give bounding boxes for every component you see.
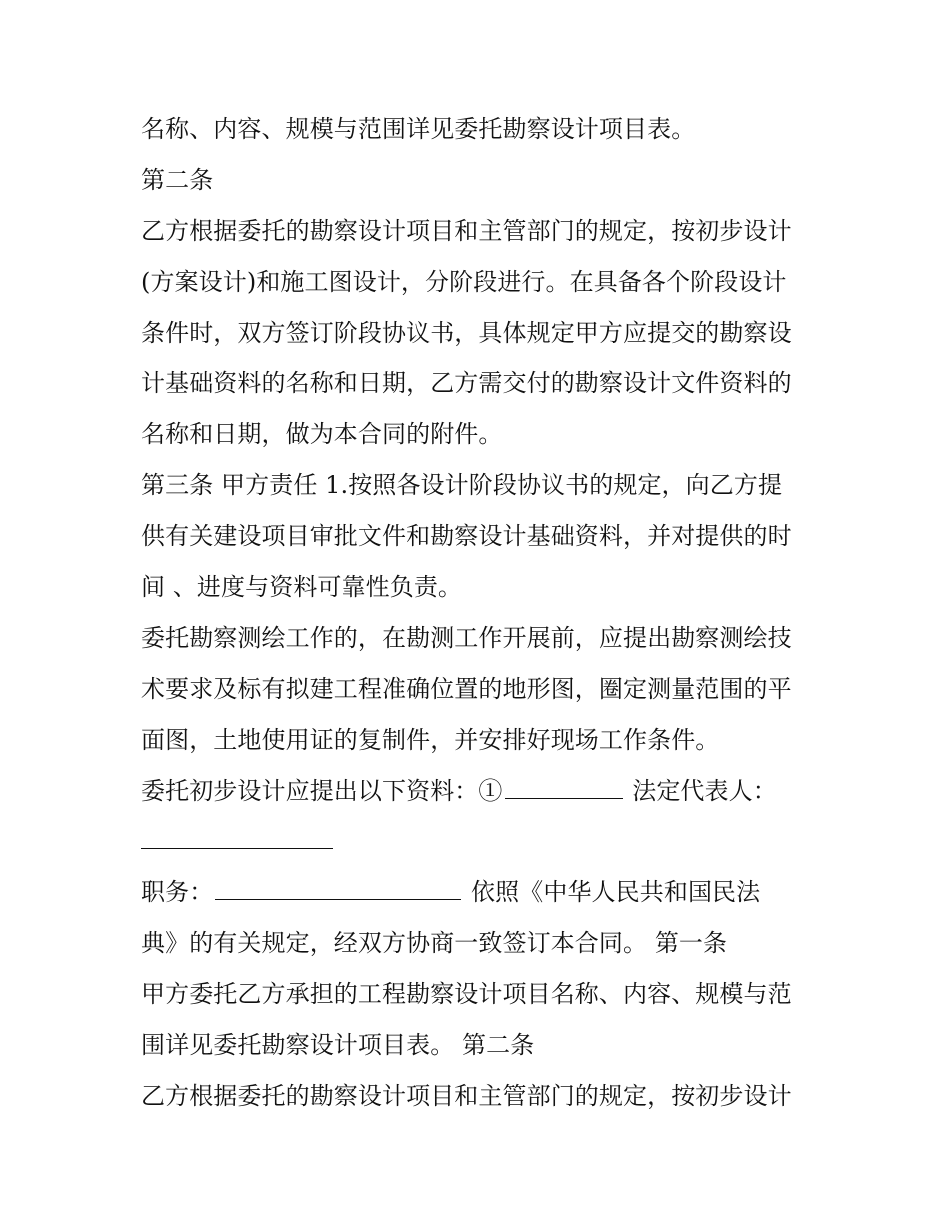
text-line: 名称、内容、规模与范围详见委托勘察设计项目表。	[141, 115, 696, 143]
text-line: 计基础资料的名称和日期，乙方需交付的勘察设计文件资料的	[141, 369, 792, 398]
text-line: 术要求及标有拟建工程准确位置的地形图，圈定测量范围的平	[141, 674, 792, 703]
legal-rep-blank	[141, 828, 333, 849]
text-line: 供有关建设项目审批文件和勘察设计基础资料，并对提供的时	[141, 522, 792, 551]
text-line: 典》的有关规定，经双方协商一致签订本合同。 第一条	[141, 929, 728, 958]
text-line: 甲方委托乙方承担的工程勘察设计项目名称、内容、规模与范	[141, 980, 792, 1009]
civil-code-text: 依照《中华人民共和国民法	[463, 878, 761, 907]
article-heading: 第二条	[141, 165, 214, 194]
blank-line	[141, 816, 821, 867]
text-line: 第三条 甲方责任 1.按照各设计阶段协议书的规定，向乙方提	[141, 471, 783, 500]
text-line: 名称和日期，做为本合同的附件。	[141, 420, 503, 449]
position-line	[141, 867, 821, 918]
text-line: 围详见委托勘察设计项目表。 第二条	[141, 1031, 535, 1060]
fill-in-blank	[505, 778, 623, 799]
position-blank	[215, 879, 461, 900]
text-line: 间 、进度与资料可靠性负责。	[141, 573, 463, 602]
text-line: 条件时，双方签订阶段协议书，具体规定甲方应提交的勘察设	[141, 318, 792, 347]
position-label: 职务：	[141, 878, 214, 907]
materials-prefix: 委托初步设计应提出以下资料：①	[141, 776, 503, 805]
text-line: 乙方根据委托的勘察设计项目和主管部门的规定，按初步设计	[141, 216, 792, 245]
text-line: 委托勘察测绘工作的，在勘测工作开展前，应提出勘察测绘技	[141, 623, 792, 652]
text-line: (方案设计)和施工图设计，分阶段进行。在具备各个阶段设计	[141, 267, 787, 296]
document-body	[141, 104, 821, 1122]
legal-rep-label: 法定代表人：	[624, 776, 777, 805]
materials-line	[141, 766, 821, 817]
text-line: 面图，土地使用证的复制件，并安排好现场工作条件。	[141, 725, 720, 754]
text-line: 乙方根据委托的勘察设计项目和主管部门的规定，按初步设计	[141, 1081, 792, 1110]
